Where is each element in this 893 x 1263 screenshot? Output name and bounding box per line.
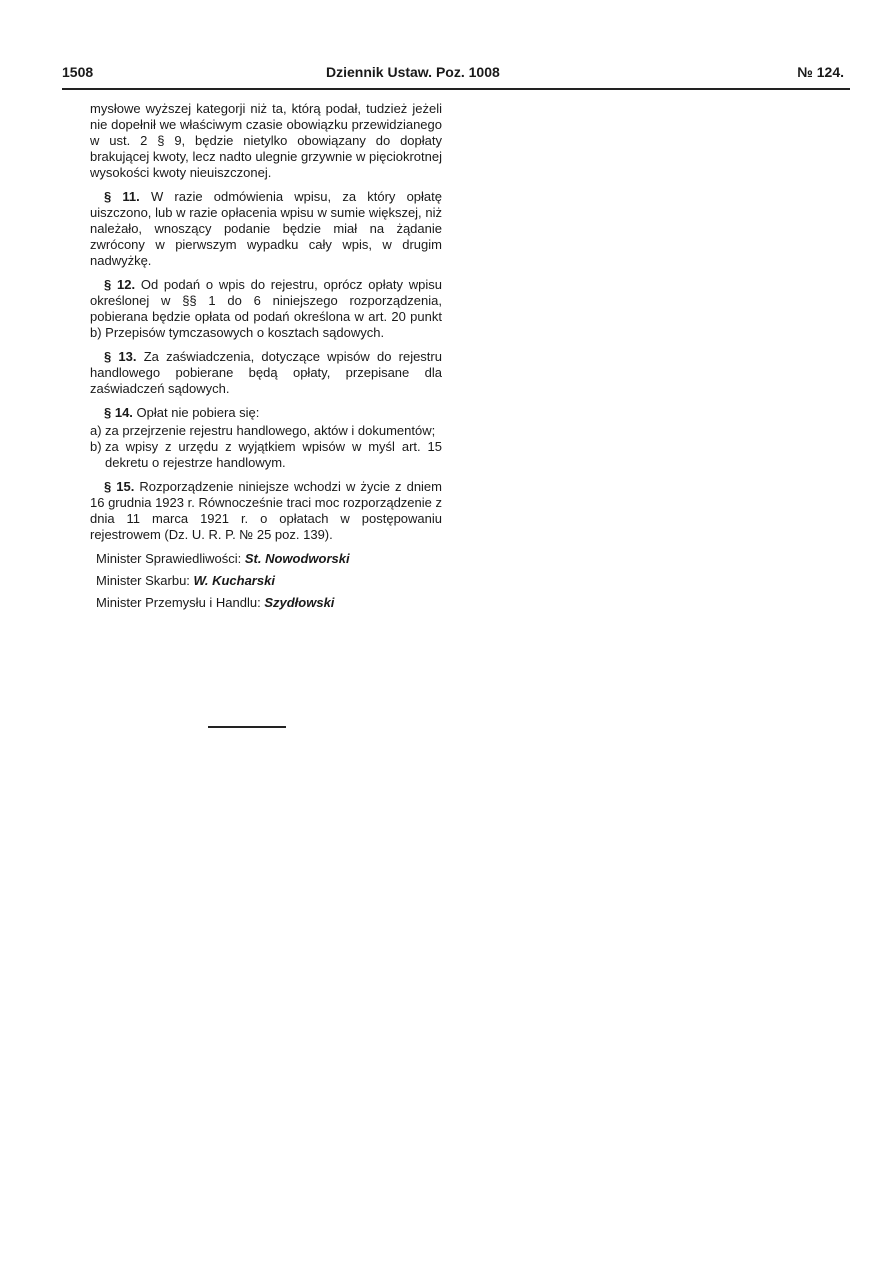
list-item-label: b)	[90, 439, 102, 454]
section-13-label: § 13.	[104, 349, 137, 364]
signature-role: Minister Skarbu:	[96, 573, 190, 588]
list-item	[90, 423, 442, 439]
signature-role: Minister Przemysłu i Handlu:	[96, 595, 261, 610]
section-14-text: Opłat nie pobiera się:	[136, 405, 260, 420]
section-11-text: W razie odmówienia wpisu, za który opłatę uiszczono, lub w razie opłacenia wpisu w sumie większej, niż należało, wnoszący podanie będzie miał na żądanie zwrócony w pierwszym wypadku cały wpis, w drugim nadwyżkę.	[90, 189, 442, 268]
journal-title: Dziennik Ustaw. Poz. 1008	[326, 64, 500, 80]
section-13-text: Za zaświadczenia, dotyczące wpisów do rejestru handlowego pobierane będą opłaty, przepisane dla zaświadczeń sądowych.	[90, 349, 442, 396]
list-item-label: a)	[90, 423, 102, 438]
section-15-label: § 15.	[104, 479, 135, 494]
end-rule	[208, 726, 286, 728]
signature-line	[96, 551, 442, 567]
section-12-text: Od podań o wpis do rejestru, oprócz opłaty wpisu określonej w §§ 1 do 6 niniejszego rozporządzenia, pobierana będzie opłata od podań określona w art. 20 punkt b) Przepisów tymczasowych o kosztach sądowych.	[90, 277, 442, 340]
section-15	[90, 479, 442, 543]
signatures	[90, 551, 442, 611]
signature-name: Szydłowski	[264, 595, 335, 610]
section-12	[90, 277, 442, 341]
issue-number: № 124.	[797, 64, 844, 80]
section-14-label: § 14.	[104, 405, 133, 420]
signature-name: W. Kucharski	[193, 573, 275, 588]
section-11-label: § 11.	[104, 189, 140, 204]
page-number: 1508	[62, 64, 94, 80]
list-item	[90, 439, 442, 471]
signature-name: St. Nowodworski	[244, 551, 350, 566]
signature-line	[96, 573, 442, 589]
signature-role: Minister Sprawiedliwości:	[96, 551, 242, 566]
list-item-text: za przejrzenie rejestru handlowego, aktów i dokumentów;	[105, 423, 436, 438]
document-body	[90, 101, 442, 617]
paragraph-continuation: mysłowe wyższej kategorji niż ta, którą podał, tudzież jeżeli nie dopełnił we właściwym czasie obowiązku przewidzianego w ust. 2 § 9, będzie nietylko obowiązany do dopłaty brakującej kwoty, lecz nadto ulegnie grzywnie w pięciokrotnej wysokości kwoty nieuiszczonej.	[90, 101, 442, 180]
list-item-text: za wpisy z urzędu z wyjątkiem wpisów w myśl art. 15 dekretu o rejestrze handlowym.	[105, 439, 442, 470]
section-11	[90, 189, 442, 269]
section-12-label: § 12.	[104, 277, 136, 292]
section-15-text: Rozporządzenie niniejsze wchodzi w życie z dniem 16 grudnia 1923 r. Równocześnie traci moc rozporządzenie z dnia 11 marca 1921 r. o opłatach w postępowaniu rejestrowem (Dz. U. R. P. № 25 poz. 139).	[90, 479, 442, 542]
signature-line	[96, 595, 442, 611]
section-13	[90, 349, 442, 397]
section-14-list	[90, 423, 442, 471]
header-rule	[62, 88, 850, 90]
page-header	[62, 64, 850, 86]
section-14	[90, 405, 442, 421]
